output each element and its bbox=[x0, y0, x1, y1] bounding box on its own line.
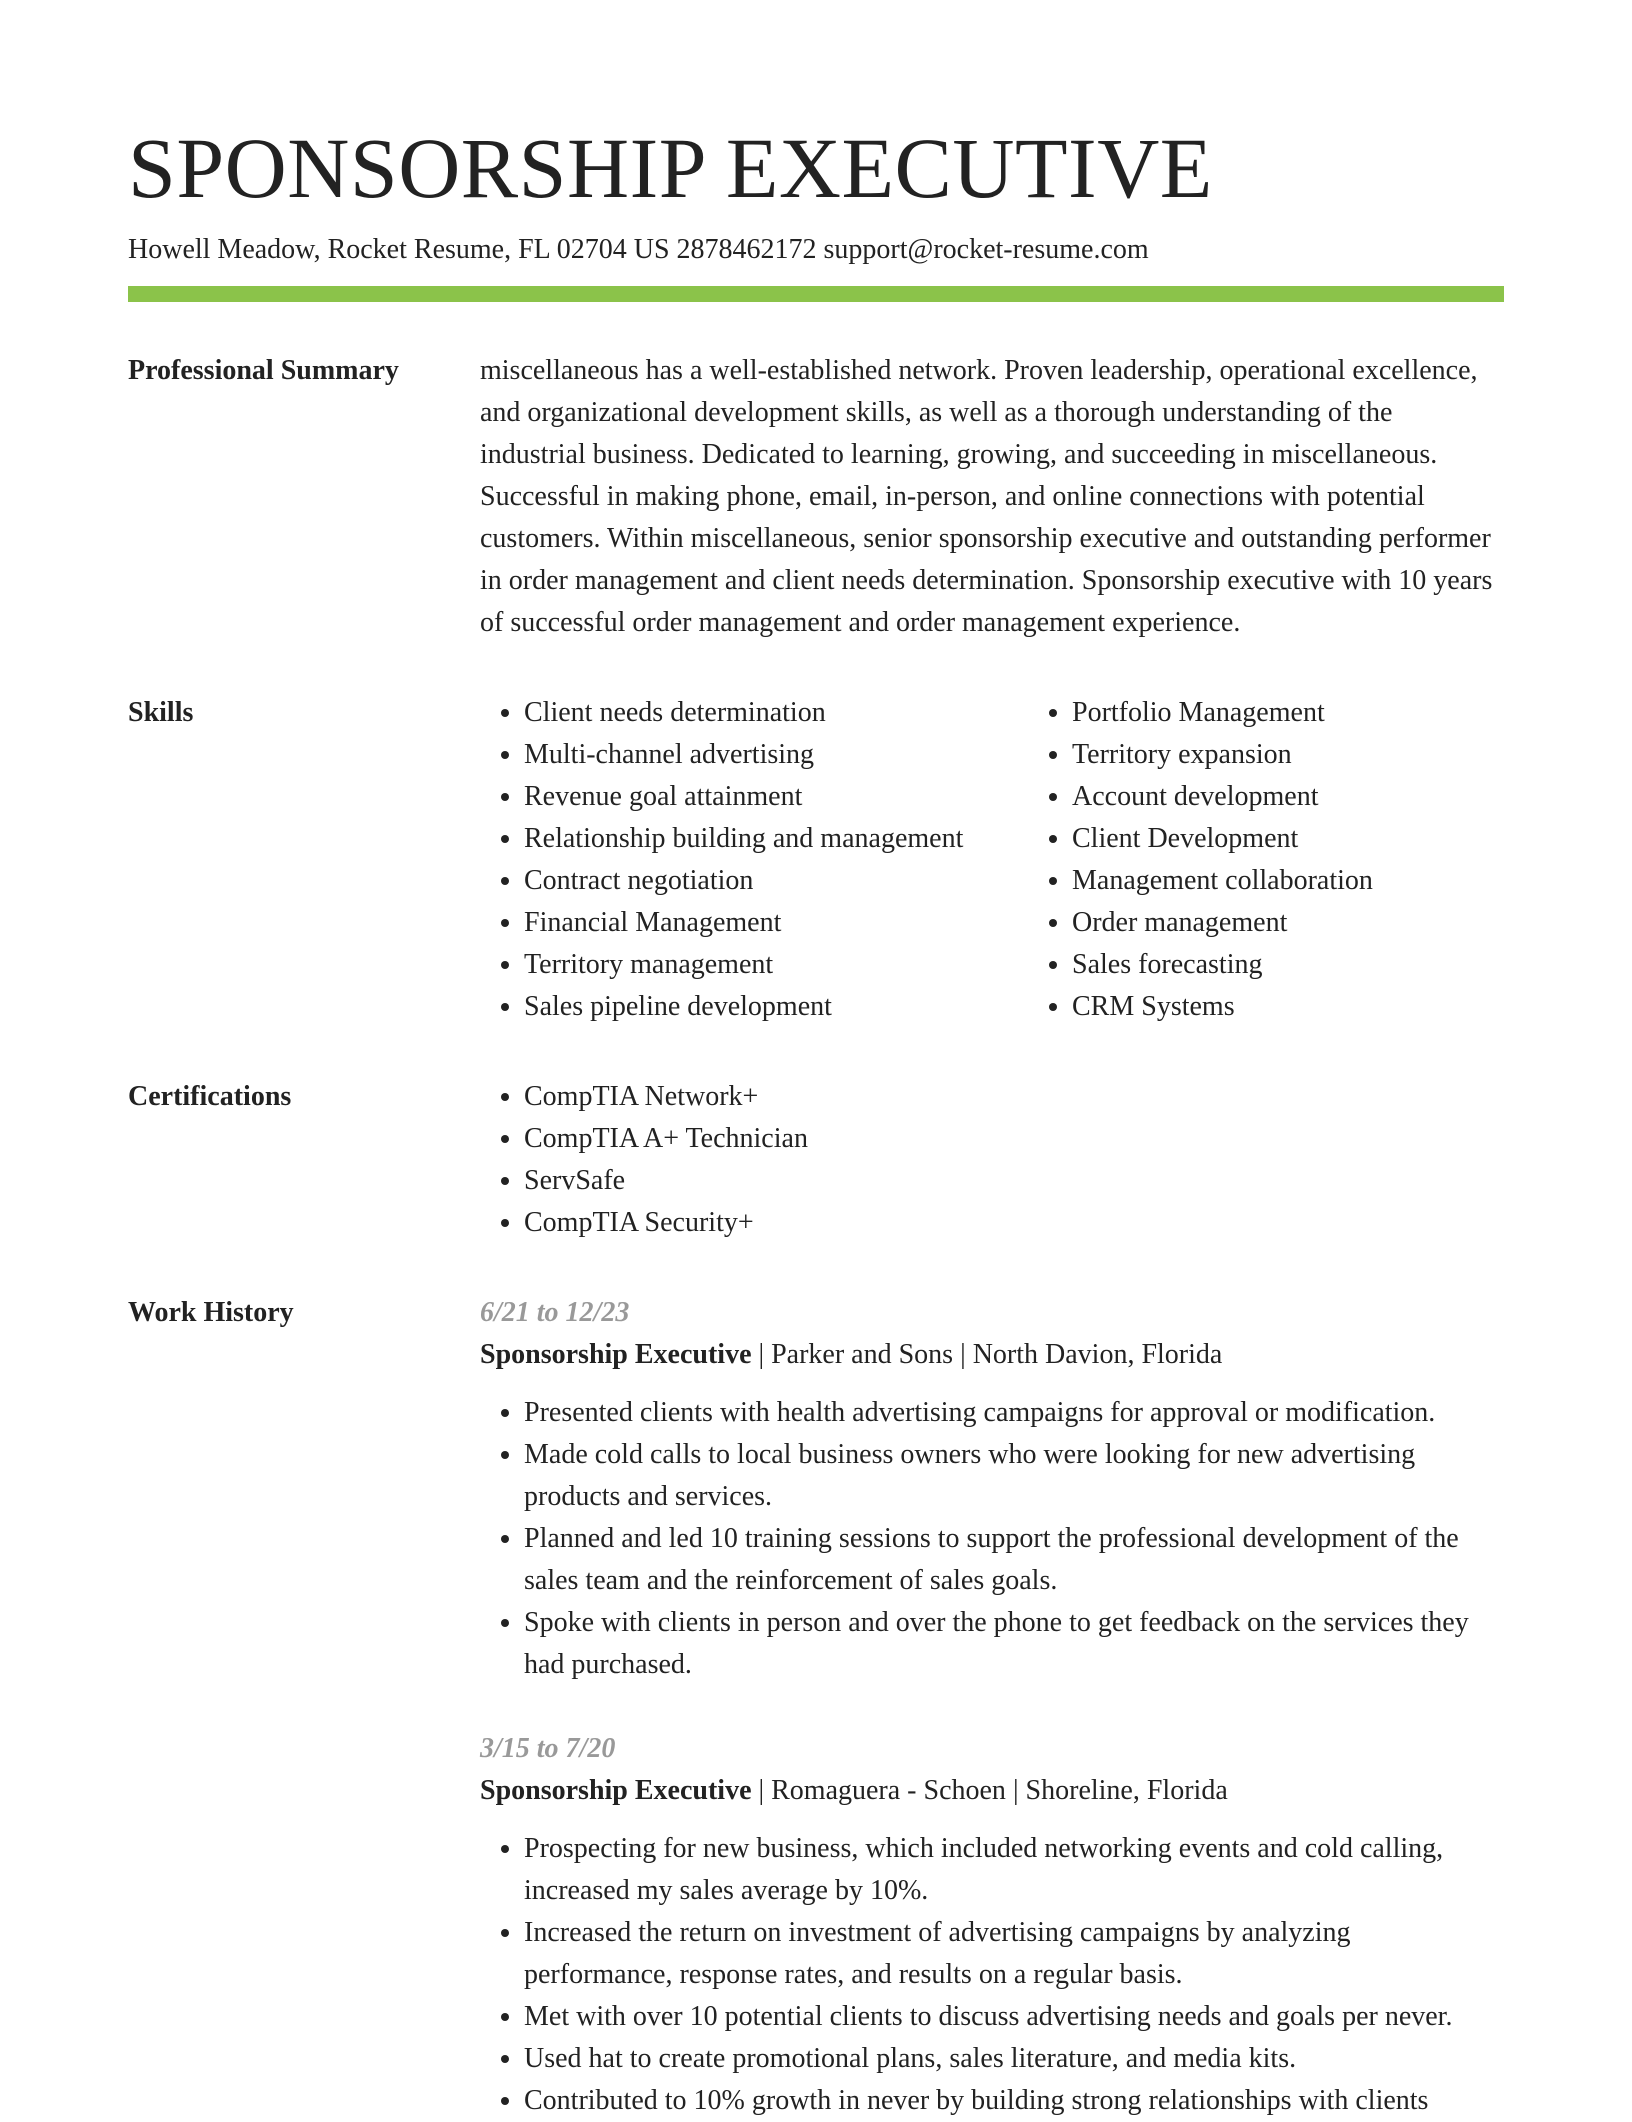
job-bullets bbox=[480, 1392, 1504, 1686]
header-divider bbox=[128, 286, 1504, 302]
address: Howell Meadow, Rocket Resume, FL 02704 US bbox=[128, 234, 670, 265]
list-item: • Used hat to create promotional plans, sales literature, and media kits. bbox=[524, 2038, 1504, 2080]
skills-list-left bbox=[480, 692, 1028, 1028]
job-heading: Sponsorship Executive | Parker and Sons | North Davion, Florida bbox=[480, 1339, 1223, 1370]
section-label: Professional Summary bbox=[128, 355, 399, 386]
list-item: • Management collaboration bbox=[1072, 860, 1373, 902]
list-item: • Account development bbox=[1072, 776, 1373, 818]
list-item: • Client needs determination bbox=[524, 692, 1028, 734]
job-entry bbox=[480, 1728, 1504, 2122]
list-item: • CRM Systems bbox=[1072, 986, 1373, 1028]
contact-line bbox=[128, 232, 1504, 268]
section-label: Skills bbox=[128, 697, 194, 728]
job-location: Shoreline, Florida bbox=[1025, 1775, 1228, 1806]
certifications-section bbox=[128, 1076, 1504, 1244]
job-location: North Davion, Florida bbox=[972, 1339, 1223, 1370]
list-item: • Made cold calls to local business owners who were looking for new advertising products and services. bbox=[524, 1434, 1504, 1518]
list-item: • Contributed to 10% growth in never by building strong relationships with clients bbox=[524, 2080, 1504, 2122]
summary-text: miscellaneous has a well-established network. Proven leadership, operational excellence, and organizational development skills, as well as a thorough understanding of the industrial business. Dedicated to learning, growing, and succeeding in miscellaneous. Successful in making phone, email, in-person, and online connections with potential customers. Within miscellaneous, senior sponsorship executive and outstanding performer in order management and client needs determination. Sponsorship executive with 10 years of successful order management and order management experience. bbox=[480, 355, 1493, 638]
job-title: Sponsorship Executive bbox=[480, 1775, 752, 1806]
list-item: • Spoke with clients in person and over the phone to get feedback on the services they had purchased. bbox=[524, 1602, 1504, 1686]
job-dates: 3/15 to 7/20 bbox=[480, 1733, 616, 1764]
list-item: • Revenue goal attainment bbox=[524, 776, 1028, 818]
summary-section bbox=[128, 350, 1504, 644]
job-heading: Sponsorship Executive | Romaguera - Schoen | Shoreline, Florida bbox=[480, 1775, 1228, 1806]
list-item: • Increased the return on investment of advertising campaigns by analyzing performance, response rates, and results on a regular basis. bbox=[524, 1912, 1504, 1996]
list-item: • Financial Management bbox=[524, 902, 1028, 944]
work-history-section bbox=[128, 1292, 1504, 2122]
email: support@rocket-resume.com bbox=[823, 234, 1149, 265]
job-entry bbox=[480, 1292, 1504, 1686]
list-item: • Prospecting for new business, which included networking events and cold calling, increased my sales average by 10%. bbox=[524, 1828, 1504, 1912]
section-label: Work History bbox=[128, 1297, 294, 1328]
job-company: Parker and Sons bbox=[771, 1339, 954, 1370]
list-item: • Sales forecasting bbox=[1072, 944, 1373, 986]
list-item: • ServSafe bbox=[524, 1160, 1504, 1202]
job-title: Sponsorship Executive bbox=[480, 1339, 752, 1370]
candidate-title: SPONSORSHIP EXECUTIVE bbox=[128, 120, 1213, 216]
list-item: • CompTIA Network+ bbox=[524, 1076, 1504, 1118]
list-item: • Met with over 10 potential clients to discuss advertising needs and goals per never. bbox=[524, 1996, 1504, 2038]
skills-section bbox=[128, 692, 1504, 1028]
skills-list-right bbox=[1028, 692, 1373, 1028]
job-bullets bbox=[480, 1828, 1504, 2122]
list-item: • Relationship building and management bbox=[524, 818, 1028, 860]
list-item: • Territory expansion bbox=[1072, 734, 1373, 776]
list-item: • Multi-channel advertising bbox=[524, 734, 1028, 776]
list-item: • CompTIA A+ Technician bbox=[524, 1118, 1504, 1160]
list-item: • Sales pipeline development bbox=[524, 986, 1028, 1028]
list-item: • Client Development bbox=[1072, 818, 1373, 860]
job-company: Romaguera - Schoen bbox=[771, 1775, 1006, 1806]
list-item: • Contract negotiation bbox=[524, 860, 1028, 902]
list-item: • Territory management bbox=[524, 944, 1028, 986]
section-label: Certifications bbox=[128, 1081, 292, 1112]
list-item: • Presented clients with health advertising campaigns for approval or modification. bbox=[524, 1392, 1504, 1434]
certifications-list bbox=[480, 1076, 1504, 1244]
job-dates: 6/21 to 12/23 bbox=[480, 1297, 630, 1328]
list-item: • CompTIA Security+ bbox=[524, 1202, 1504, 1244]
list-item: • Order management bbox=[1072, 902, 1373, 944]
phone: 2878462172 bbox=[676, 234, 817, 265]
list-item: • Portfolio Management bbox=[1072, 692, 1373, 734]
list-item: • Planned and led 10 training sessions to support the professional development of the sales team and the reinforcement of sales goals. bbox=[524, 1518, 1504, 1602]
